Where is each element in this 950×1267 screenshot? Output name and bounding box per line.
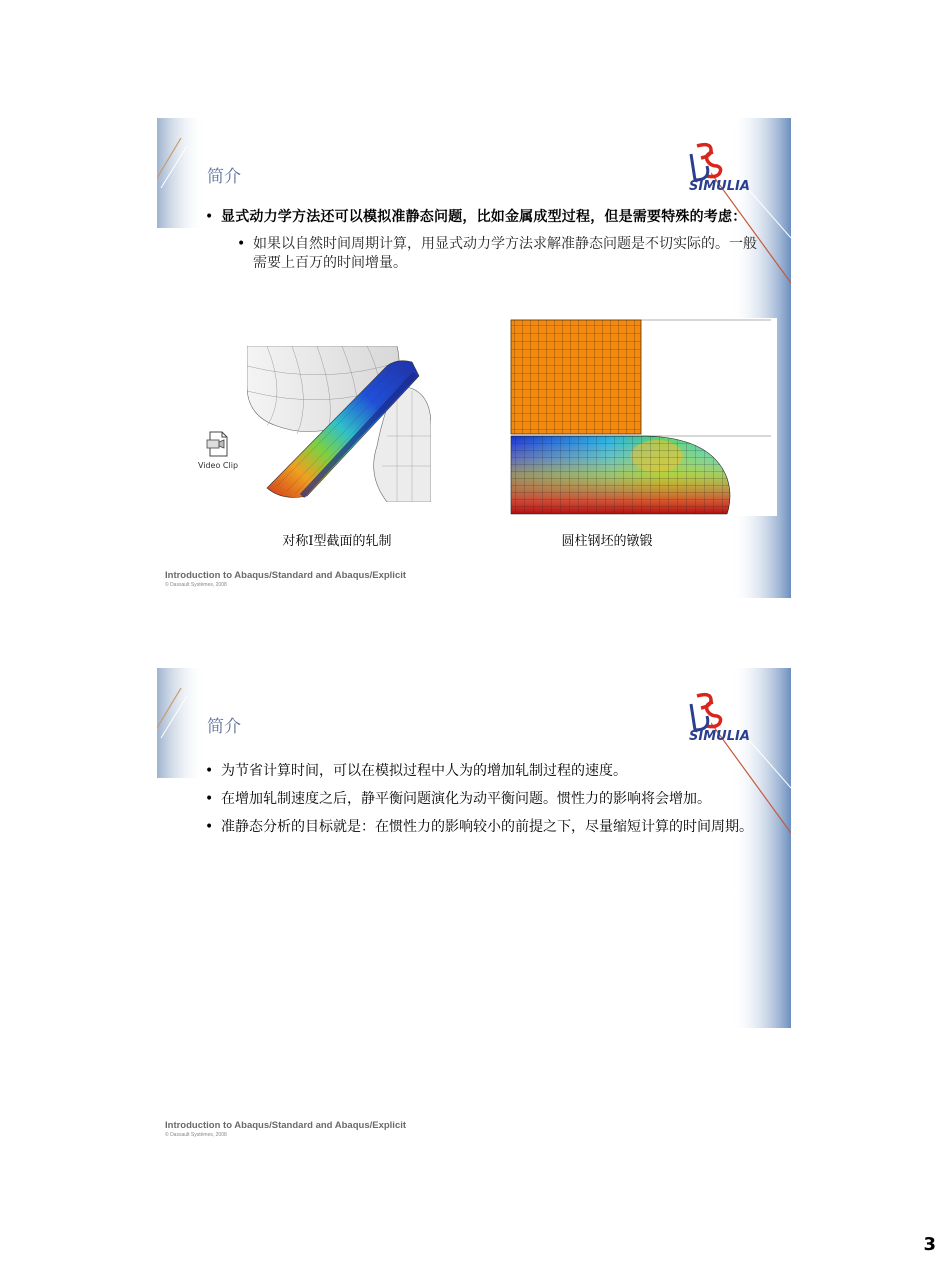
logo-text: SIMULIA	[689, 179, 750, 194]
bullet-marker: •	[205, 763, 214, 779]
simulia-logo	[677, 690, 767, 745]
slide-title: 简介	[207, 717, 241, 737]
bullet-item	[205, 208, 765, 227]
bullet-item	[205, 790, 765, 809]
page-number: 3	[923, 1234, 936, 1255]
bullet-text: 在增加轧制速度之后，静平衡问题演化为动平衡问题。惯性力的影响将会增加。	[221, 791, 711, 807]
video-clip[interactable]	[193, 431, 243, 470]
sub-bullet-item	[237, 235, 765, 273]
billet-upsetting-image	[507, 318, 777, 516]
bullet-marker: •	[205, 819, 214, 835]
rolling-simulation-image	[247, 346, 431, 502]
slide-footer	[165, 1120, 406, 1138]
footer-copyright: © Dassault Systèmes, 2008	[165, 1132, 227, 1138]
bullet-list	[205, 762, 765, 846]
footer-copyright: © Dassault Systèmes, 2008	[165, 582, 227, 588]
footer-title: Introduction to Abaqus/Standard and Abaqus/Explicit	[165, 1120, 407, 1131]
bullet-marker: •	[205, 791, 214, 807]
bullet-item	[205, 818, 765, 837]
slide-2	[157, 668, 791, 1148]
video-clip-icon	[206, 431, 230, 457]
simulia-logo	[677, 140, 767, 195]
bullet-item	[205, 762, 765, 781]
bullet-marker: •	[237, 236, 246, 252]
bullet-text: 显式动力学方法还可以模拟准静态问题，比如金属成型过程，但是需要特殊的考虑：	[221, 209, 747, 225]
slide-title: 简介	[207, 167, 241, 187]
bullet-marker: •	[205, 209, 214, 225]
slide-footer	[165, 570, 406, 588]
figure-caption: 圆柱钢坯的镦锻	[561, 534, 653, 549]
bullet-list	[205, 208, 765, 273]
logo-text: SIMULIA	[689, 729, 750, 744]
figure-caption: 对称I型截面的轧制	[282, 534, 392, 549]
sub-bullet-text: 如果以自然时间周期计算，用显式动力学方法求解准静态问题是不切实际的。一般需要上百万的时间增量。	[253, 236, 757, 271]
video-clip-label: Video Clip	[197, 461, 239, 470]
bullet-text: 为节省计算时间，可以在模拟过程中人为的增加轧制过程的速度。	[221, 763, 627, 779]
footer-title: Introduction to Abaqus/Standard and Abaqus/Explicit	[165, 570, 407, 581]
slide-1	[157, 118, 791, 598]
bullet-text: 准静态分析的目标就是：在惯性力的影响较小的前提之下，尽量缩短计算的时间周期。	[221, 819, 753, 835]
